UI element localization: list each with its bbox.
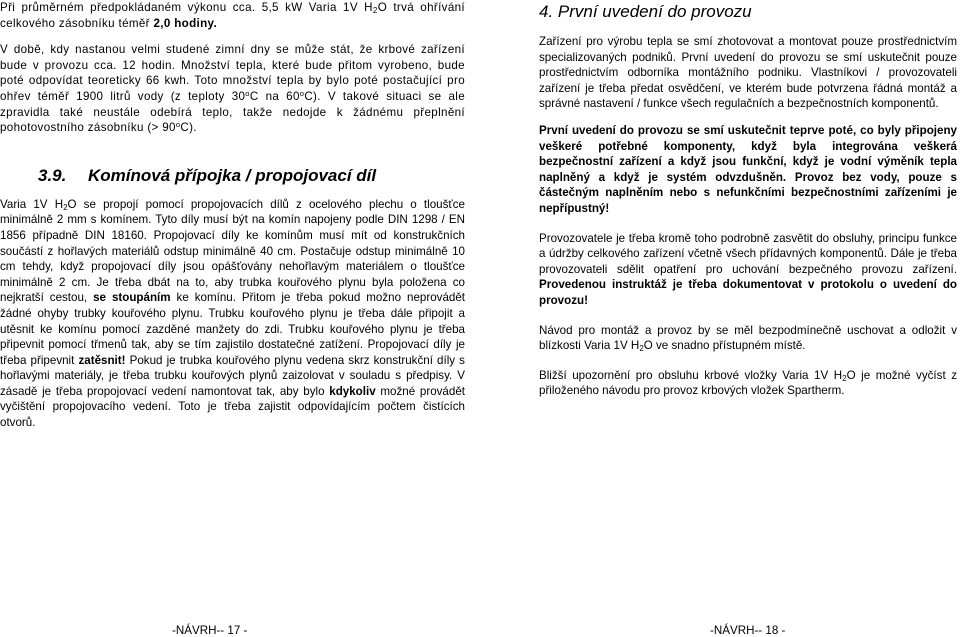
superscript: o bbox=[245, 88, 250, 98]
subscript: 2 bbox=[372, 6, 378, 15]
text: Návod pro montáž a provoz by se měl bezpodmínečně uschovat a odložit v blízkosti Varia 1V H bbox=[539, 323, 957, 353]
paragraph-chimney-connection bbox=[0, 197, 465, 431]
section-number: 3.9. bbox=[38, 165, 67, 185]
page-number-left: -NÁVRH-- 17 - bbox=[172, 624, 248, 637]
bold-text: zatěsnit! bbox=[78, 353, 126, 367]
text: V době, kdy nastanou velmi studené zimní dny se může stát, že krbové zařízení bude v provozu cca. 12 hodin. Množství tepla, které bude přitom vyrobeno, bude poté odpovídat teoreticky 66 kwh. Toto množství tepla by bylo poté postačující pro ohřev téměř 1900 litrů vody (z teploty 30 bbox=[0, 43, 465, 103]
bold-text: 2,0 hodiny. bbox=[153, 16, 218, 30]
subscript: 2 bbox=[639, 344, 644, 354]
text: O trvá ohřívání celkového zásobníku téměř bbox=[0, 1, 466, 30]
text: C). V takové situaci se ale zpravidla také neustále odebírá teplo, takže nedojde k žádnému přeplnění pohotovostního zásobníku (> 90 bbox=[0, 89, 465, 135]
paragraph-installation: Zařízení pro výrobu tepla se smí zhotovovat a montovat pouze prostřednictvím specializovaných podniků. První uvedení do provozu se smí uskutečnit pouze prostřednictvím odborníka montážního podniku. Vlastníkovi / provozovateli zařízení je třeba předat osvědčení, ve kterém bude potvrzena řádná montáž a správné nastavení / funkce všech regulačních a bezpečnostních komponentů. bbox=[539, 35, 957, 111]
text: O je možné vyčíst z přiloženého návodu pro provoz krbových vložek Spartherm. bbox=[539, 368, 957, 398]
paragraph-further-info bbox=[539, 368, 957, 399]
superscript: o bbox=[299, 88, 305, 98]
bold-text: se stoupáním bbox=[93, 291, 171, 305]
text: možné provádět vyčištění propojovacího vedení. Toto je třeba zajistit odpovídajícím počtem čistících otvorů. bbox=[0, 384, 466, 430]
paragraph-manual-storage bbox=[539, 323, 957, 354]
text: O se propojí pomocí propojovacích dílů z ocelového plechu o tloušťce minimálně 2 mm s komínem. Tyto díly musí být na komín napojeny podle DIN 1298 / EN 1856 případně DIN 18160. Propojovací díly ke komínům musí mít od konstrukčních součástí z hořlavých materiálů odstup minimálně 40 cm. Postačuje odstup minimálně 10 cm tehdy, když propojovací díly jsou opášťovány nehořlavým materiálem o tloušťce minimálně 2 cm. Je třeba dbát na to, aby trubka kouřového plynu byla položena co nejkratší cestou, bbox=[0, 197, 465, 305]
text: C na 60 bbox=[249, 89, 300, 103]
text: ke komínu. Přitom je třeba pokud možno neprovádět žádné ohyby trubky kouřového plynu. Trubku kouřového plynu je třeba dále připojit a utěsnit ke komínu pomocí zazděné manžety do zdi. Trubku kouřového plynu je třeba připevnit pomocí třmenů tak, aby se tím zajistilo dostatečné zatížení. Propojovací díly je třeba připevnit bbox=[0, 291, 466, 367]
text: Pokud je trubka kouřového plynu vedena skrz konstrukční díly s hořlavými materiály, je třeba trubku kouřových plynů zaizolovat v souladu s předpisy. V zásadě je třeba propojovací vedení namontovat tak, aby bylo bbox=[0, 353, 465, 398]
bold-text: kdykoliv bbox=[329, 384, 376, 398]
left-page bbox=[0, 0, 465, 431]
page-number-right: -NÁVRH-- 18 - bbox=[710, 624, 786, 637]
text: Provozovatele je třeba kromě toho podrobně zasvětit do obsluhy, principu funkce a údržby celkového zařízení včetně všech přídavných komponentů. Dále je třeba provozovateli sdělit opatření pro uchování bezpečného provozu zařízení. bbox=[539, 231, 957, 276]
right-page bbox=[539, 0, 957, 399]
superscript: o bbox=[175, 120, 181, 130]
text: C). bbox=[180, 121, 197, 135]
paragraph-first-start: První uvedení do provozu se smí uskutečnit teprve poté, co byly připojeny veškeré potřebné komponenty, když byla integrována veškerá bezpečnostní zařízení a když jsou funkční, když je vodní výměník tepla naplněný a když je systém odvzdušněn. Provoz bez vody, pouze s částečným naplněním nebo s nefunkčními bezpečnostními zařízeními je nepřípustný! bbox=[539, 123, 957, 215]
paragraph-heating-time bbox=[0, 0, 465, 31]
text: Bližší upozornění pro obsluhu krbové vložky Varia 1V H bbox=[539, 368, 843, 382]
text: O ve snadno přístupném místě. bbox=[643, 339, 806, 353]
section-heading bbox=[0, 165, 465, 187]
bold-text: Provedenou instruktáž je třeba dokumentovat v protokolu o uvedení do provozu! bbox=[539, 278, 957, 307]
subscript: 2 bbox=[63, 202, 68, 212]
text: Varia 1V H bbox=[0, 197, 64, 211]
subscript: 2 bbox=[842, 373, 847, 383]
section-heading-commissioning: 4. První uvedení do provozu bbox=[539, 2, 752, 21]
paragraph-cold-days bbox=[0, 42, 465, 136]
paragraph-operator-instruction bbox=[539, 231, 957, 309]
section-title: Komínová přípojka / propojovací díl bbox=[88, 165, 377, 185]
text: Při průměrném předpokládaném výkonu cca. 5,5 kW Varia 1V H bbox=[0, 1, 373, 14]
